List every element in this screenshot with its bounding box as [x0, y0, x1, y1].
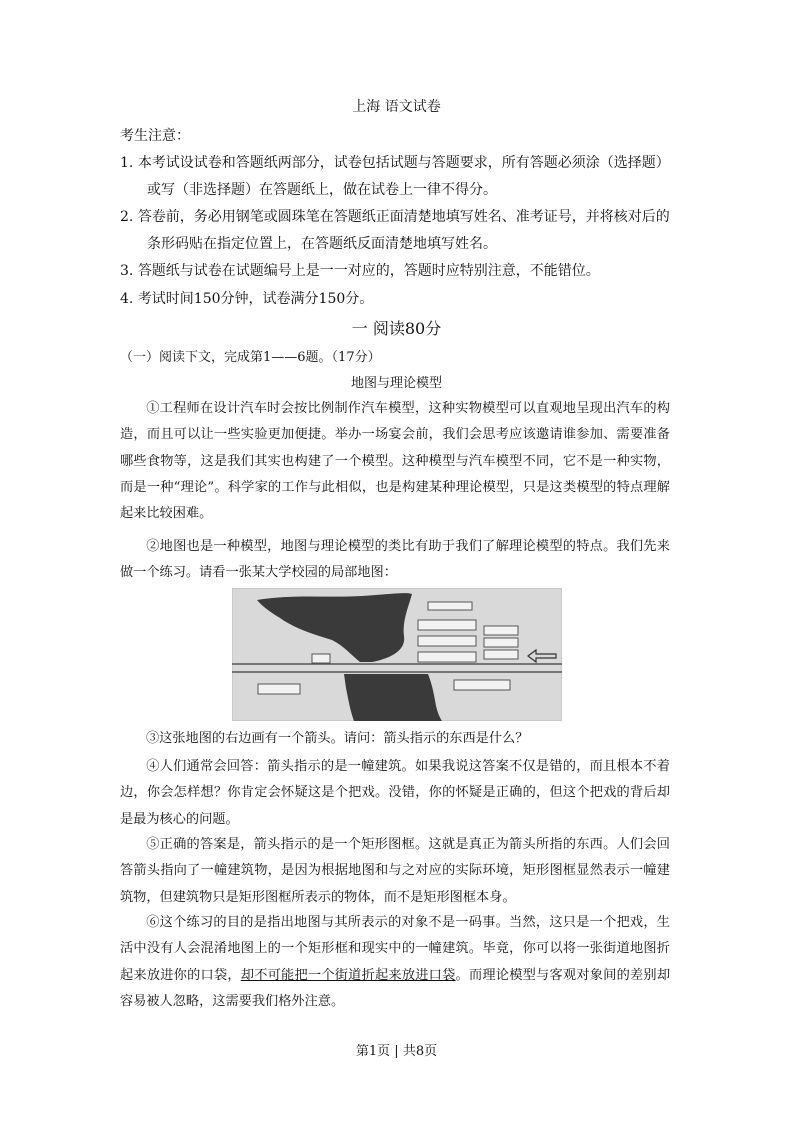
paragraph-4 — [120, 754, 670, 833]
notice-item-2 — [120, 206, 670, 226]
notice-item-1 — [120, 152, 670, 172]
notice-num: 1. — [120, 155, 134, 171]
notice-text: 本考试设试卷和答题纸两部分，试卷包括试题与答题要求，所有答题必须涂（选择题） — [137, 155, 670, 171]
paragraph-2 — [120, 534, 670, 587]
map-building — [258, 684, 300, 694]
paragraph-text: ③这张地图的右边画有一个箭头。请问：箭头指示的东西是什么？ — [146, 731, 529, 746]
subsection-heading: （一）阅读下文，完成第1——6题。（17分） — [120, 350, 381, 365]
map-building — [418, 652, 476, 662]
notice-item-1-cont: 或写（非选择题）在答题纸上，做在试卷上一律不得分。 — [147, 182, 497, 198]
notice-num: 2. — [120, 209, 134, 225]
page-footer: 第1页 | 共8页 — [355, 1044, 438, 1059]
map-building — [428, 602, 472, 610]
notice-text: 答卷前，务必用钢笔或圆珠笔在答题纸正面清楚地填写姓名、准考证号，并将核对后的 — [137, 209, 670, 225]
underlined-sentence: 却不可能把一个街道折起来放进口袋 — [240, 967, 456, 983]
map-building — [484, 650, 518, 659]
notice-text: 考试时间150分钟，试卷满分150分。 — [137, 291, 374, 307]
map-building — [484, 638, 518, 647]
paragraph-6 — [120, 910, 670, 1015]
section-heading: 一 阅读80分 — [351, 319, 442, 338]
notice-num: 4. — [120, 291, 134, 307]
map-building — [484, 626, 518, 635]
campus-map-figure — [232, 588, 562, 721]
paragraph-text: ④人们通常会回答：箭头指示的是一幢建筑。如果我说这答案不仅是错的，而且根本不着边，你会怎样想？你肯定会怀疑这是个把戏。没错，你的怀疑是正确的，但这个把戏的背后却是最为核心的问题。 — [120, 759, 670, 827]
map-building — [312, 654, 330, 663]
paragraph-text: ②地图也是一种模型，地图与理论模型的类比有助于我们了解理论模型的特点。我们先来做一个练习。请看一张某大学校园的局部地图： — [120, 539, 670, 581]
exam-title: 上海 语文试卷 — [352, 99, 441, 115]
map-building — [418, 620, 476, 630]
map-building — [418, 636, 476, 646]
article-title: 地图与理论模型 — [350, 376, 442, 391]
paragraph-5 — [120, 832, 670, 911]
notice-item-3 — [120, 260, 600, 280]
notice-item-2-cont: 条形码贴在指定位置上，在答题纸反面清楚地填写姓名。 — [147, 236, 497, 252]
notice-num: 3. — [120, 263, 134, 279]
notice-heading: 考生注意： — [120, 128, 190, 144]
notice-text: 答题纸与试卷在试题编号上是一一对应的，答题时应特别注意，不能错位。 — [137, 263, 600, 279]
map-building — [454, 680, 510, 690]
paragraph-1 — [120, 396, 670, 527]
paragraph-3 — [120, 726, 670, 752]
notice-item-4 — [120, 288, 373, 308]
paragraph-text: ⑤正确的答案是，箭头指示的是一个矩形图框。这就是真正为箭头所指的东西。人们会回答箭头指向了一幢建筑物，是因为根据地图和与之对应的实际环境，矩形图框显然表示一幢建筑物，但建筑物只是矩形图框所表示的物体，而不是矩形图框本身。 — [120, 837, 670, 905]
paragraph-text: 。而理论模型与客观对象间的差别却容易被人忽略，这需要我们格外注意。 — [120, 967, 671, 1009]
map-river-lower — [344, 674, 442, 721]
paragraph-text: ①工程师在设计汽车时会按比例制作汽车模型，这种实物模型可以直观地呈现出汽车的构造，而且可以让一些实验更加便捷。举办一场宴会前，我们会思考应该邀请谁参加、需要准备哪些食物等，这是我们其实也构建了一个模型。这种模型与汽车模型不同，它不是一种实物，而是一种“理论”。科学家的工作与此相似，也是构建某种理论模型，只是这类模型的特点理解起来比较困难。 — [120, 401, 670, 522]
paragraph-text: ⑥这个练习的目的是指出地图与其所表示的对象不是一码事。当然，这只是一个把戏，生活中没有人会混淆地图上的一个矩形框和现实中的一幢建筑。毕竟，你可以将一张街道地图折起来放进你的口袋， — [120, 915, 670, 983]
